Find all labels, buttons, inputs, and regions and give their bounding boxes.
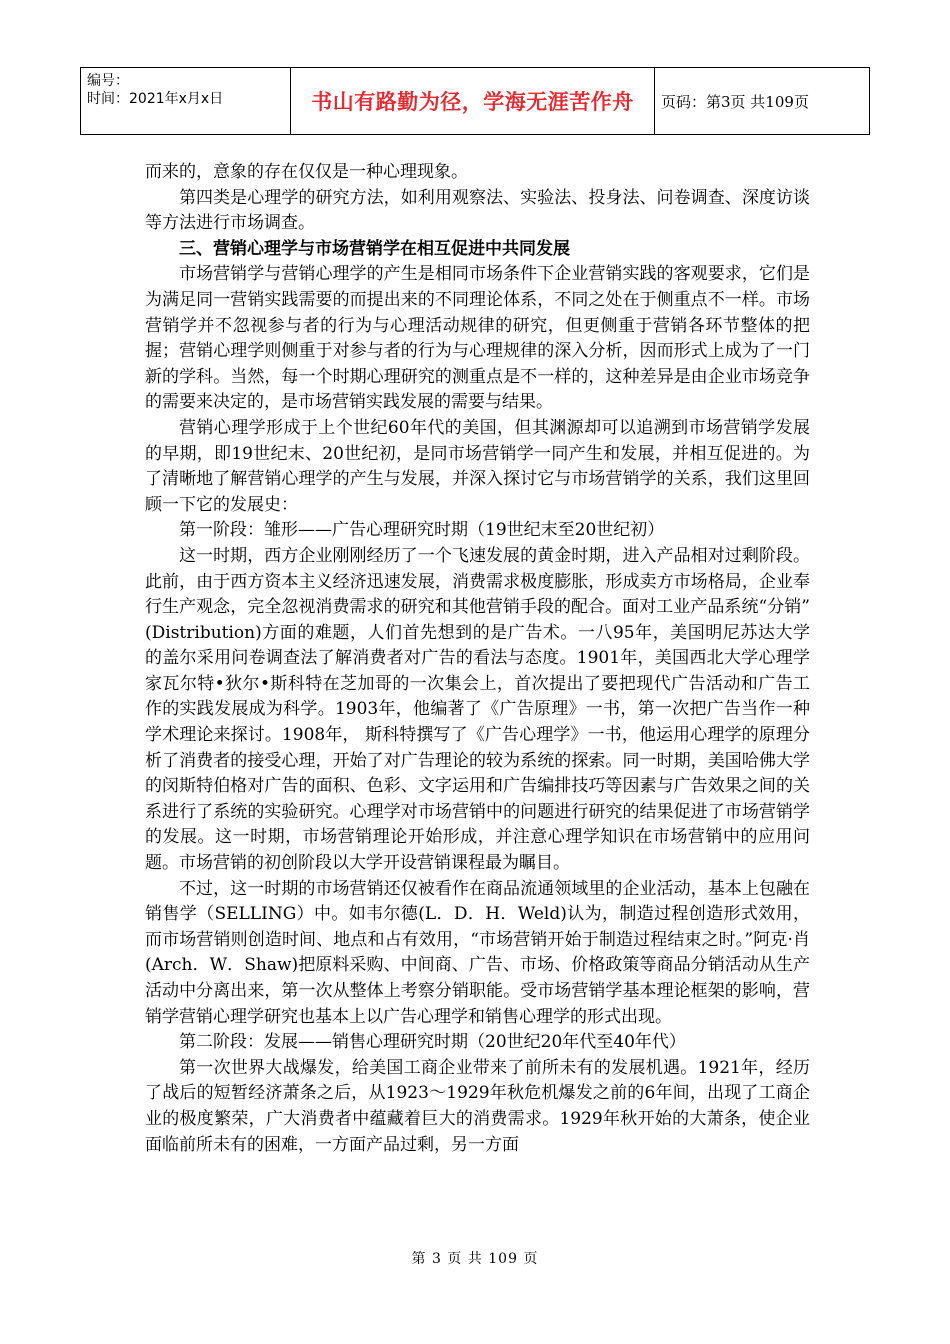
paragraph: 第一次世界大战爆发，给美国工商企业带来了前所未有的发展机遇。1921年，经历了战后的短暂经济萧条之后，从1923～1929年秋危机爆发之前的6年间，出现了工商企业的极度繁荣，广大消费者中蕴藏着巨大的消费需求。1929年秋开始的大萧条，使企业面临前所未有的困难，一方面产品过剩，另一方面 bbox=[145, 1057, 810, 1155]
paragraph: 营销心理学形成于上个世纪60年代的美国，但其渊源却可以追溯到市场营销学发展的早期，即19世纪末、20世纪初，是同市场营销学一同产生和发展，并相互促进的。为了清晰地了解营销心理学的产生与发展，并深入探讨它与市场营销学的关系，我们这里回顾一下它的发展史： bbox=[145, 417, 810, 515]
header-page-info: 页码：第3页 共109页 bbox=[661, 92, 809, 111]
stage-heading: 第二阶段：发展——销售心理研究时期（20世纪20年代至40年代） bbox=[179, 1032, 686, 1053]
document-body bbox=[145, 160, 810, 1158]
header-meta bbox=[81, 68, 291, 134]
paragraph: 第四类是心理学的研究方法，如利用观察法、实验法、投身法、问卷调查、深度访谈等方法进行市场调查。 bbox=[145, 187, 810, 234]
section-heading: 三、营销心理学与市场营销学在相互促进中共同发展 bbox=[179, 238, 570, 259]
page-header bbox=[80, 67, 870, 135]
header-motto: 书山有路勤为径，学海无涯苦作舟 bbox=[291, 68, 655, 134]
paragraph: 不过，这一时期的市场营销还仅被看作在商品流通领域里的企业活动，基本上包融在销售学（SELLING）中。如韦尔德(L．D．H．Weld)认为，制造过程创造形式效用，而市场营销则创造时间、地点和占有效用，“市场营销开始于制造过程结束之时。”阿克·肖(Arch．W．Shaw)把原料采购、中间商、广告、市场、价格政策等商品分销活动从生产活动中分离出来，第一次从整体上考察分销职能。受市场营销学基本理论框架的影响，营销学营销心理学研究也基本上以广告心理学和销售心理学的形式出现。 bbox=[145, 878, 810, 1027]
paragraph: 而来的，意象的存在仅仅是一种心理现象。 bbox=[145, 162, 468, 182]
document-number-label: 编号： bbox=[87, 73, 129, 89]
paragraph: 这一时期，西方企业刚刚经历了一个飞速发展的黄金时期，进入产品相对过剩阶段。此前，由于西方资本主义经济迅速发展，消费需求极度膨胀，形成卖方市场格局，企业奉行生产观念，完全忽视消费需求的研究和其他营销手段的配合。面对工业产品系统“分销” (Distribution)方面的难题，人们首先想到的是广告术。一八95年，美国明尼苏达大学的盖尔采用问卷调查法了解消费者对广告的看法与态度。1901年，美国西北大学心理学家瓦尔特•狄尔•斯科特在芝加哥的一次集会上，首次提出了要把现代广告活动和广告工作的实践发展成为科学。1903年，他编著了《广告原理》一书，第一次把广告当作一种学术理论来探讨。1908年， 斯科特撰写了《广告心理学》一书，他运用心理学的原理分析了消费者的接受心理，开始了对广告理论的较为系统的探索。同一时期，美国哈佛大学的闵斯特伯格对广告的面积、色彩、文字运用和广告编排技巧等因素与广告效果之间的关系进行了系统的实验研究。心理学对市场营销中的问题进行研究的结果促进了市场营销学的发展。这一时期，市场营销理论开始形成，并注意心理学知识在市场营销中的应用问题。市场营销的初创阶段以大学开设营销课程最为瞩目。 bbox=[145, 545, 810, 874]
document-time-label: 时间：2021年x月x日 bbox=[87, 91, 224, 107]
page-footer: 第 3 页 共 109 页 bbox=[411, 1251, 539, 1267]
paragraph: 市场营销学与营销心理学的产生是相同市场条件下企业营销实践的客观要求，它们是为满足同一营销实践需要的而提出来的不同理论体系，不同之处在于侧重点不一样。市场营销学并不忽视参与者的行为与心理活动规律的研究，但更侧重于营销各环节整体的把握；营销心理学则侧重于对参与者的行为与心理规律的深入分析，因而形式上成为了一门新的学科。当然，每一个时期心理研究的测重点是不一样的，这种差异是由企业市场竞争的需要来决定的，是市场营销实践发展的需要与结果。 bbox=[145, 264, 810, 413]
stage-heading: 第一阶段：雏形——广告心理研究时期（19世纪末至20世纪初） bbox=[179, 520, 665, 541]
